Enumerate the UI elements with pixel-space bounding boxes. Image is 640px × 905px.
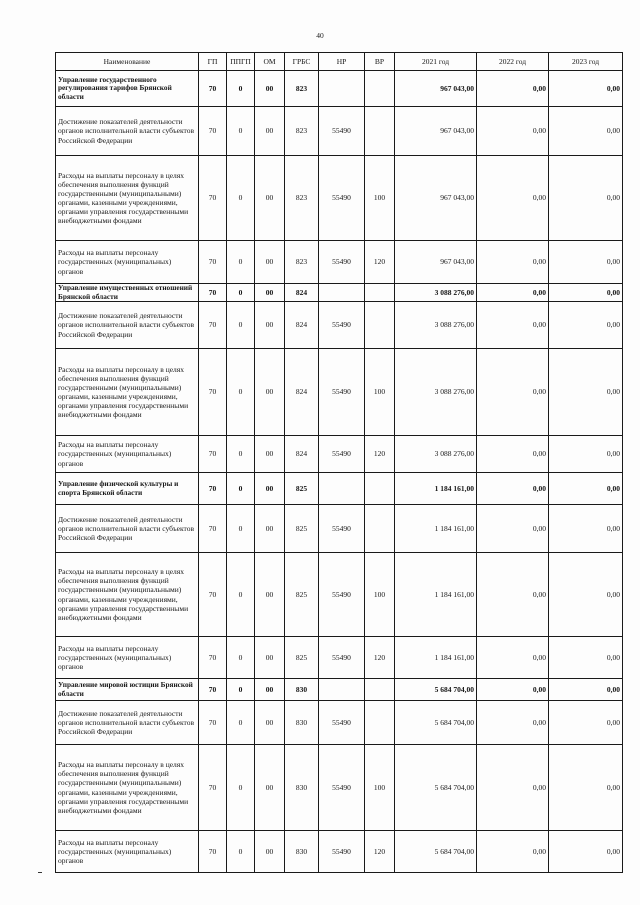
cell-gp: 70 (199, 637, 227, 679)
cell-gp: 70 (199, 505, 227, 553)
table-row-department (56, 71, 623, 107)
cell-nr (319, 284, 365, 302)
table-body (56, 71, 623, 873)
cell-y2022: 0,00 (477, 831, 549, 873)
cell-grbs: 830 (285, 701, 319, 745)
cell-y2023: 0,00 (549, 701, 623, 745)
header-2023: 2023 год (549, 53, 623, 71)
cell-grbs: 825 (285, 473, 319, 505)
cell-gp: 70 (199, 349, 227, 436)
table-row (56, 156, 623, 241)
header-nr: НР (319, 53, 365, 71)
cell-gp: 70 (199, 473, 227, 505)
cell-y2021: 967 043,00 (395, 107, 477, 156)
cell-gp: 70 (199, 156, 227, 241)
cell-y2023: 0,00 (549, 745, 623, 831)
cell-om: 00 (255, 679, 285, 701)
budget-table (55, 52, 623, 873)
cell-om: 00 (255, 473, 285, 505)
cell-y2023: 0,00 (549, 637, 623, 679)
cell-name: Расходы на выплаты персоналу государственных (муниципальных) органов (56, 436, 199, 473)
table-row (56, 553, 623, 637)
table-row (56, 701, 623, 745)
cell-ppgp: 0 (227, 553, 255, 637)
cell-gp: 70 (199, 701, 227, 745)
cell-nr: 55490 (319, 831, 365, 873)
cell-gp: 70 (199, 831, 227, 873)
cell-nr (319, 679, 365, 701)
cell-om: 00 (255, 701, 285, 745)
cell-om: 00 (255, 241, 285, 284)
header-grbs: ГРБС (285, 53, 319, 71)
cell-nr: 55490 (319, 745, 365, 831)
cell-name: Достижение показателей деятельности органов исполнительной власти субъектов Российской Федерации (56, 701, 199, 745)
cell-y2023: 0,00 (549, 553, 623, 637)
cell-gp: 70 (199, 302, 227, 349)
cell-name: Управление государственного регулирования тарифов Брянской области (56, 71, 199, 107)
table-row-department (56, 284, 623, 302)
cell-vr: 100 (365, 156, 395, 241)
cell-ppgp: 0 (227, 679, 255, 701)
cell-ppgp: 0 (227, 436, 255, 473)
cell-nr: 55490 (319, 553, 365, 637)
cell-name: Достижение показателей деятельности органов исполнительной власти субъектов Российской Федерации (56, 302, 199, 349)
cell-vr (365, 71, 395, 107)
cell-name: Расходы на выплаты персоналу в целях обеспечения выполнения функций государственными (муниципальными) органами, казенными учреждениями, органами управления государственными внебюджетными фондами (56, 156, 199, 241)
cell-grbs: 823 (285, 107, 319, 156)
cell-y2022: 0,00 (477, 553, 549, 637)
cell-vr (365, 473, 395, 505)
cell-om: 00 (255, 284, 285, 302)
cell-nr: 55490 (319, 701, 365, 745)
cell-ppgp: 0 (227, 349, 255, 436)
cell-y2023: 0,00 (549, 505, 623, 553)
cell-y2022: 0,00 (477, 745, 549, 831)
cell-om: 00 (255, 745, 285, 831)
cell-gp: 70 (199, 679, 227, 701)
cell-name: Достижение показателей деятельности органов исполнительной власти субъектов Российской Федерации (56, 505, 199, 553)
cell-y2023: 0,00 (549, 302, 623, 349)
cell-om: 00 (255, 436, 285, 473)
header-2022: 2022 год (477, 53, 549, 71)
cell-y2023: 0,00 (549, 156, 623, 241)
cell-vr (365, 505, 395, 553)
cell-y2023: 0,00 (549, 436, 623, 473)
cell-grbs: 825 (285, 505, 319, 553)
cell-y2023: 0,00 (549, 71, 623, 107)
cell-y2021: 967 043,00 (395, 156, 477, 241)
cell-grbs: 824 (285, 349, 319, 436)
cell-y2021: 5 684 704,00 (395, 679, 477, 701)
cell-ppgp: 0 (227, 156, 255, 241)
cell-y2022: 0,00 (477, 637, 549, 679)
cell-om: 00 (255, 71, 285, 107)
cell-gp: 70 (199, 71, 227, 107)
cell-name: Управление мировой юстиции Брянской области (56, 679, 199, 701)
cell-gp: 70 (199, 107, 227, 156)
cell-gp: 70 (199, 745, 227, 831)
cell-grbs: 824 (285, 436, 319, 473)
cell-vr: 120 (365, 831, 395, 873)
cell-vr: 100 (365, 349, 395, 436)
cell-nr: 55490 (319, 302, 365, 349)
header-2021: 2021 год (395, 53, 477, 71)
table-row (56, 107, 623, 156)
header-gp: ГП (199, 53, 227, 71)
cell-nr (319, 71, 365, 107)
cell-y2022: 0,00 (477, 241, 549, 284)
cell-gp: 70 (199, 241, 227, 284)
cell-y2021: 967 043,00 (395, 241, 477, 284)
cell-om: 00 (255, 156, 285, 241)
scan-mark (38, 872, 42, 873)
cell-y2023: 0,00 (549, 349, 623, 436)
cell-y2021: 1 184 161,00 (395, 505, 477, 553)
cell-nr: 55490 (319, 436, 365, 473)
cell-y2021: 967 043,00 (395, 71, 477, 107)
cell-y2022: 0,00 (477, 701, 549, 745)
cell-y2022: 0,00 (477, 71, 549, 107)
cell-ppgp: 0 (227, 745, 255, 831)
cell-nr: 55490 (319, 107, 365, 156)
cell-ppgp: 0 (227, 473, 255, 505)
cell-y2022: 0,00 (477, 473, 549, 505)
cell-y2022: 0,00 (477, 505, 549, 553)
cell-vr: 120 (365, 436, 395, 473)
cell-y2021: 5 684 704,00 (395, 831, 477, 873)
cell-y2021: 3 088 276,00 (395, 436, 477, 473)
cell-ppgp: 0 (227, 505, 255, 553)
cell-nr: 55490 (319, 505, 365, 553)
cell-y2022: 0,00 (477, 436, 549, 473)
cell-om: 00 (255, 349, 285, 436)
table-row (56, 436, 623, 473)
table-row-department (56, 473, 623, 505)
cell-ppgp: 0 (227, 284, 255, 302)
cell-name: Управление имущественных отношений Брянской области (56, 284, 199, 302)
cell-gp: 70 (199, 284, 227, 302)
cell-y2023: 0,00 (549, 473, 623, 505)
cell-name: Расходы на выплаты персоналу государственных (муниципальных) органов (56, 831, 199, 873)
cell-grbs: 823 (285, 241, 319, 284)
cell-vr: 100 (365, 745, 395, 831)
cell-y2021: 3 088 276,00 (395, 349, 477, 436)
cell-y2022: 0,00 (477, 156, 549, 241)
cell-nr: 55490 (319, 637, 365, 679)
cell-y2022: 0,00 (477, 302, 549, 349)
cell-vr (365, 302, 395, 349)
cell-name: Достижение показателей деятельности органов исполнительной власти субъектов Российской Федерации (56, 107, 199, 156)
cell-ppgp: 0 (227, 637, 255, 679)
cell-y2021: 1 184 161,00 (395, 637, 477, 679)
cell-grbs: 825 (285, 637, 319, 679)
table-row-department (56, 679, 623, 701)
cell-vr (365, 284, 395, 302)
cell-vr: 120 (365, 241, 395, 284)
cell-vr: 120 (365, 637, 395, 679)
table-row (56, 637, 623, 679)
cell-om: 00 (255, 553, 285, 637)
cell-om: 00 (255, 302, 285, 349)
cell-ppgp: 0 (227, 241, 255, 284)
cell-vr: 100 (365, 553, 395, 637)
cell-y2022: 0,00 (477, 107, 549, 156)
cell-nr: 55490 (319, 156, 365, 241)
cell-grbs: 830 (285, 745, 319, 831)
cell-name: Расходы на выплаты персоналу в целях обеспечения выполнения функций государственными (муниципальными) органами, казенными учреждениями, органами управления государственными внебюджетными фондами (56, 553, 199, 637)
cell-om: 00 (255, 505, 285, 553)
cell-gp: 70 (199, 436, 227, 473)
cell-y2023: 0,00 (549, 241, 623, 284)
header-name: Наименование (56, 53, 199, 71)
header-vr: ВР (365, 53, 395, 71)
cell-grbs: 824 (285, 302, 319, 349)
cell-y2021: 5 684 704,00 (395, 701, 477, 745)
cell-nr: 55490 (319, 349, 365, 436)
cell-grbs: 830 (285, 679, 319, 701)
cell-vr (365, 107, 395, 156)
cell-y2021: 1 184 161,00 (395, 473, 477, 505)
cell-ppgp: 0 (227, 302, 255, 349)
cell-ppgp: 0 (227, 701, 255, 745)
cell-y2021: 5 684 704,00 (395, 745, 477, 831)
cell-y2022: 0,00 (477, 679, 549, 701)
cell-om: 00 (255, 637, 285, 679)
cell-om: 00 (255, 107, 285, 156)
cell-y2022: 0,00 (477, 284, 549, 302)
cell-grbs: 824 (285, 284, 319, 302)
table-row (56, 241, 623, 284)
page-number: 40 (316, 31, 324, 40)
cell-grbs: 823 (285, 71, 319, 107)
header-om: ОМ (255, 53, 285, 71)
cell-name: Расходы на выплаты персоналу государственных (муниципальных) органов (56, 241, 199, 284)
cell-ppgp: 0 (227, 71, 255, 107)
cell-y2023: 0,00 (549, 284, 623, 302)
cell-vr (365, 701, 395, 745)
cell-grbs: 823 (285, 156, 319, 241)
cell-name: Расходы на выплаты персоналу государственных (муниципальных) органов (56, 637, 199, 679)
header-ppgp: ППГП (227, 53, 255, 71)
cell-ppgp: 0 (227, 107, 255, 156)
cell-gp: 70 (199, 553, 227, 637)
cell-y2022: 0,00 (477, 349, 549, 436)
cell-y2021: 3 088 276,00 (395, 302, 477, 349)
cell-nr: 55490 (319, 241, 365, 284)
cell-y2021: 3 088 276,00 (395, 284, 477, 302)
table-row (56, 831, 623, 873)
table-row (56, 745, 623, 831)
table-header-row (56, 53, 623, 71)
cell-ppgp: 0 (227, 831, 255, 873)
cell-y2021: 1 184 161,00 (395, 553, 477, 637)
cell-y2023: 0,00 (549, 831, 623, 873)
table-row (56, 349, 623, 436)
cell-om: 00 (255, 831, 285, 873)
cell-vr (365, 679, 395, 701)
cell-name: Управление физической культуры и спорта Брянской области (56, 473, 199, 505)
table-row (56, 505, 623, 553)
cell-grbs: 825 (285, 553, 319, 637)
cell-grbs: 830 (285, 831, 319, 873)
cell-y2023: 0,00 (549, 107, 623, 156)
table-row (56, 302, 623, 349)
cell-nr (319, 473, 365, 505)
cell-name: Расходы на выплаты персоналу в целях обеспечения выполнения функций государственными (муниципальными) органами, казенными учреждениями, органами управления государственными внебюджетными фондами (56, 745, 199, 831)
cell-y2023: 0,00 (549, 679, 623, 701)
cell-name: Расходы на выплаты персоналу в целях обеспечения выполнения функций государственными (муниципальными) органами, казенными учреждениями, органами управления государственными внебюджетными фондами (56, 349, 199, 436)
